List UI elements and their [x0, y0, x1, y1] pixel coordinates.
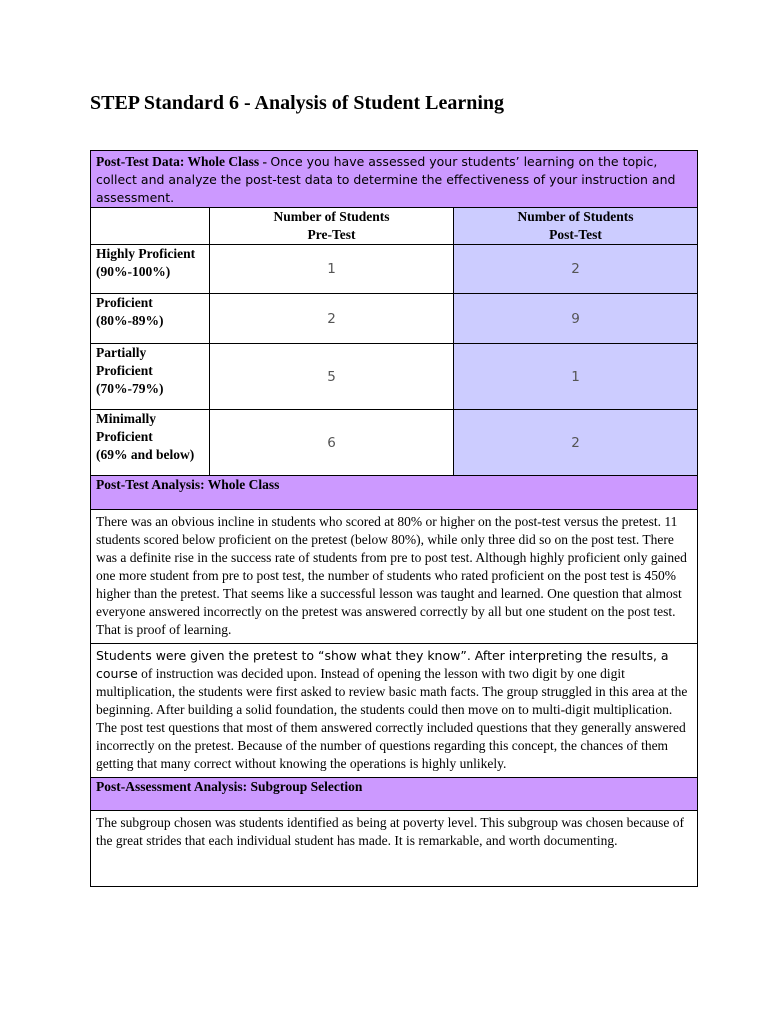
post-test-value: 9 — [454, 294, 698, 344]
column-header-row — [91, 208, 698, 245]
section2-heading: Post-Test Analysis: Whole Class — [91, 476, 698, 510]
pre-test-value: 5 — [210, 344, 454, 410]
section3-header-row — [91, 778, 698, 811]
section2-header-row — [91, 476, 698, 510]
section1-description: Once you have assessed your students’ learning on the topic, collect and analyze the post-test data to determine the effectiveness of your instruction and assessment. — [96, 154, 676, 205]
section2-paragraph1-row — [91, 510, 698, 644]
section2-paragraph2-rest: of instruction was decided upon. Instead of opening the lesson with two digit by one digit multiplication, the students were first asked to review basic math facts. The group struggled in this area at the beginning. After building a solid foundation, the students could then move on to multi-digit multiplication. The post test questions that most of them answered correctly included questions that they generally answered incorrectly on the pretest. Because of the number of questions regarding this concept, the chances of them getting that many correct without knowing the operations is highly unlikely. — [96, 666, 688, 771]
section1-header-row — [91, 151, 698, 208]
section2-paragraph2-row — [91, 644, 698, 778]
page-title: STEP Standard 6 - Analysis of Student Learning — [90, 92, 504, 114]
pre-test-value: 1 — [210, 245, 454, 294]
table-row — [91, 245, 698, 294]
section2-paragraph1: There was an obvious incline in students who scored at 80% or higher on the post-test versus the pretest. 11 students scored below proficient on the pretest (below 80%), while only three did so on the post test. There was a definite rise in the success rate of students from pre to post test. Although highly proficient only gained one more student from pre to post test, the number of students who rated proficient on the post test is 450% higher than the pretest. That seems like a successful lesson was taught and learned. One question that almost everyone answered incorrectly on the pretest was answered correctly by all but one student on the post test. That is proof of learning. — [91, 510, 698, 644]
column-header-post-test: Number of Students Post-Test — [454, 208, 698, 245]
section2-paragraph2-lead: Students were given the pretest to “show what they know”. After interpreting the results, a course — [96, 648, 669, 681]
row-label: Minimally Proficient (69% and below) — [91, 410, 210, 476]
table-row — [91, 410, 698, 476]
column-header-pre-test: Number of Students Pre-Test — [210, 208, 454, 245]
empty-header-cell — [91, 208, 210, 245]
post-test-value: 2 — [454, 245, 698, 294]
pre-test-value: 6 — [210, 410, 454, 476]
section3-paragraph-row — [91, 811, 698, 887]
section3-paragraph: The subgroup chosen was students identified as being at poverty level. This subgroup was chosen because of the great strides that each individual student has made. It is remarkable, and worth documenting. — [91, 811, 698, 887]
section1-header-cell — [91, 151, 698, 208]
analysis-table — [90, 150, 698, 887]
table-row — [91, 344, 698, 410]
pre-test-value: 2 — [210, 294, 454, 344]
section2-paragraph2-cell — [91, 644, 698, 778]
section1-heading: Post-Test Data: Whole Class - — [96, 154, 271, 169]
row-label: Proficient (80%-89%) — [91, 294, 210, 344]
post-test-value: 1 — [454, 344, 698, 410]
post-test-value: 2 — [454, 410, 698, 476]
table-row — [91, 294, 698, 344]
section3-heading: Post-Assessment Analysis: Subgroup Selection — [91, 778, 698, 811]
row-label: Highly Proficient (90%-100%) — [91, 245, 210, 294]
row-label: Partially Proficient (70%-79%) — [91, 344, 210, 410]
